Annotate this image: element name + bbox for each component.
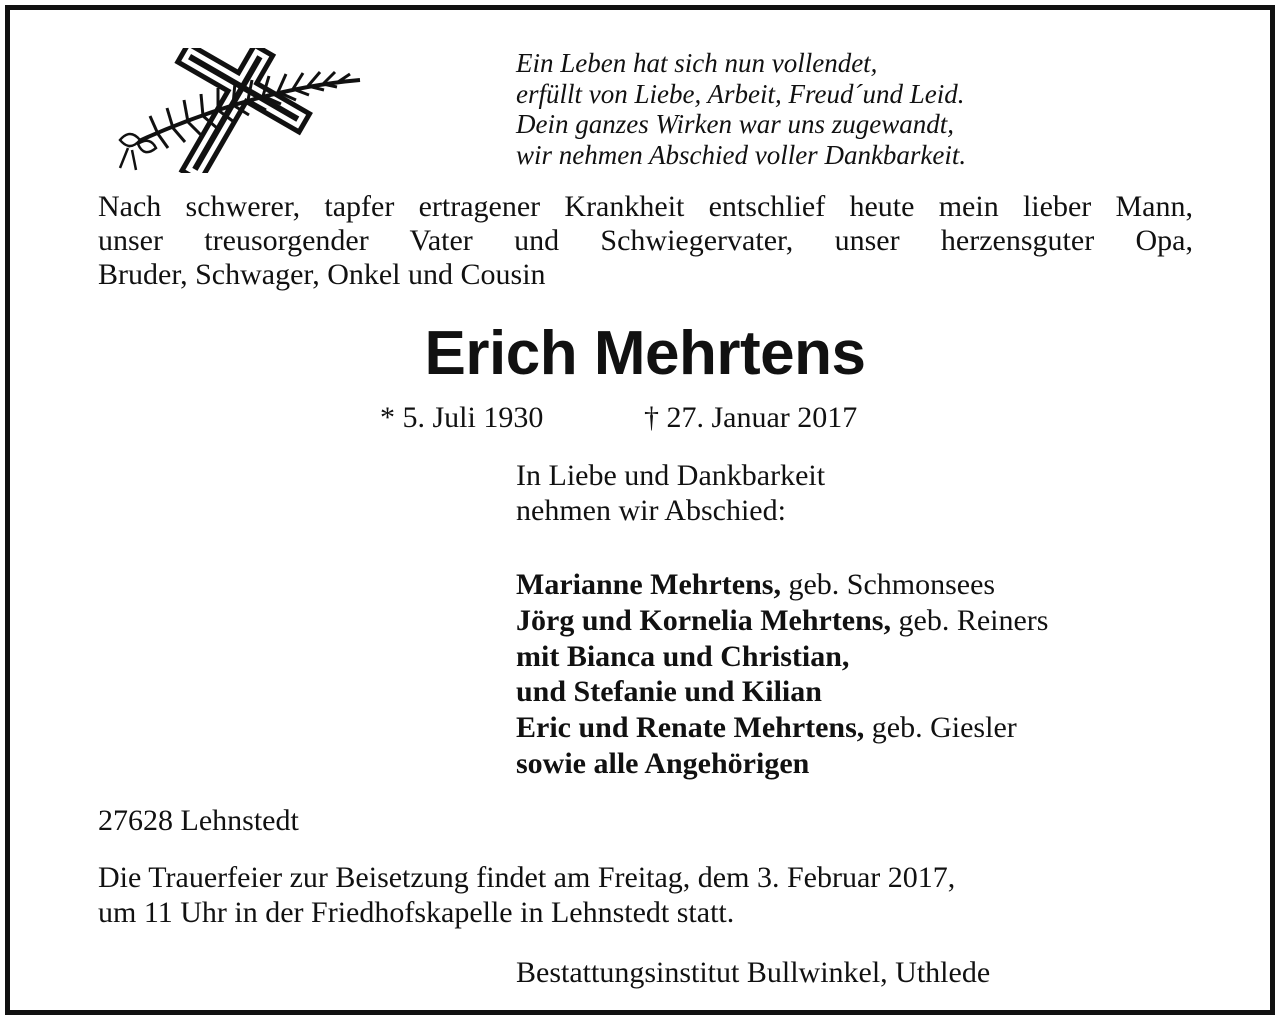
family-member (516, 603, 1236, 639)
intro-text (98, 190, 1193, 292)
family-member (516, 710, 1236, 746)
birth-date: * 5. Juli 1930 (380, 401, 544, 434)
family-member-name: Eric und Renate Mehrtens, (516, 711, 865, 745)
cross-with-palm-branch-icon (98, 48, 368, 173)
deceased-name: Erich Mehrtens (424, 319, 866, 388)
closing-line: nehmen wir Abschied: (516, 494, 786, 527)
family-member-name: mit Bianca und Christian, (516, 639, 850, 673)
family-member-name: Marianne Mehrtens, (516, 568, 781, 601)
closing-line: In Liebe und Dankbarkeit (516, 459, 826, 492)
family-member-name: Jörg und Kornelia Mehrtens, (516, 603, 891, 637)
family-member-note: geb. Reiners (891, 603, 1049, 637)
family-member (516, 567, 1236, 603)
poem (516, 48, 1156, 170)
death-date: † 27. Januar 2017 (644, 401, 858, 434)
obituary-frame (5, 5, 1275, 1015)
funeral-service-info (98, 860, 1208, 930)
family-member-name: sowie alle Angehörigen (516, 746, 810, 780)
place-of-residence: 27628 Lehnstedt (98, 804, 299, 837)
poem-line: Ein Leben hat sich nun vollendet, (516, 48, 878, 78)
service-line: um 11 Uhr in der Friedhofskapelle in Lehnstedt statt. (98, 896, 735, 929)
family-member-note: geb. Schmonsees (780, 568, 996, 601)
poem-line: erfüllt von Liebe, Arbeit, Freud´und Leid. (516, 78, 965, 109)
family-member (516, 639, 1236, 675)
family-list (516, 567, 1236, 782)
family-member (516, 674, 1236, 710)
intro-line: unser treusorgender Vater und Schwiegervater, unser herzensguter Opa, (98, 224, 1193, 257)
family-member (516, 746, 1236, 782)
service-line: Die Trauerfeier zur Beisetzung findet am Freitag, dem 3. Februar 2017, (98, 861, 956, 894)
intro-line: Bruder, Schwager, Onkel und Cousin (98, 258, 546, 291)
poem-line: wir nehmen Abschied voller Dankbarkeit. (516, 139, 967, 170)
poem-line: Dein ganzes Wirken war uns zugewandt, (516, 109, 954, 139)
family-member-note: geb. Giesler (864, 711, 1017, 745)
family-member-name: und Stefanie und Kilian (516, 675, 822, 709)
closing-text (516, 458, 1216, 528)
undertaker: Bestattungsinstitut Bullwinkel, Uthlede (516, 956, 991, 989)
intro-line: Nach schwerer, tapfer ertragener Krankheit entschlief heute mein lieber Mann, (98, 190, 1193, 223)
